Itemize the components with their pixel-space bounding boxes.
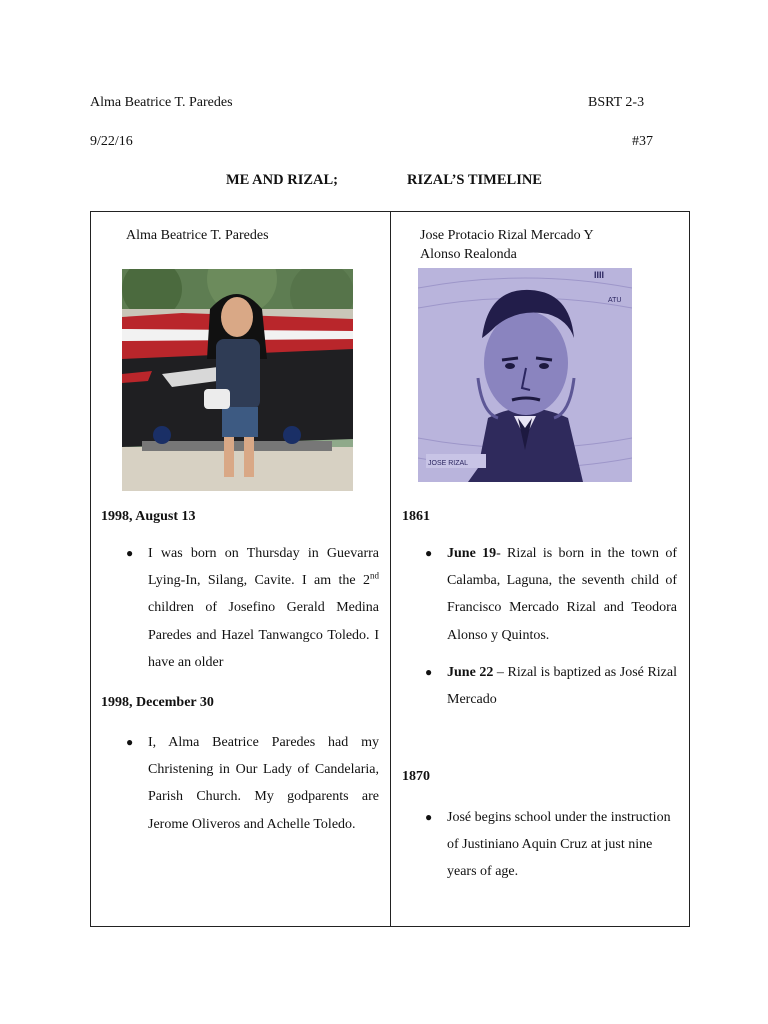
- student-number: #37: [632, 134, 653, 149]
- event-date: June 19: [447, 546, 497, 561]
- comparison-table: [90, 211, 690, 927]
- left-entry-1-date: 1998, August 13: [101, 509, 196, 524]
- right-year-1870: 1870: [402, 769, 430, 784]
- left-column: [91, 212, 390, 926]
- right-1870-list: [425, 804, 677, 886]
- event-text: – Rizal is baptized as José Rizal Mercado: [447, 664, 677, 708]
- entry-text-part1: I was born on Thursday in Guevarra Lying-In, Silang, Cavite. I am the 2: [148, 546, 379, 589]
- date: 9/22/16: [90, 134, 133, 149]
- bullet-icon: ●: [126, 735, 134, 749]
- right-1861-list: [425, 540, 677, 713]
- list-item: [126, 729, 379, 838]
- list-item: [425, 659, 677, 713]
- banknote-portrait: [418, 268, 632, 482]
- right-name-line-2: Alonso Realonda: [420, 247, 517, 262]
- student-name: Alma Beatrice T. Paredes: [90, 95, 233, 110]
- portrait-photo: [122, 269, 353, 491]
- bullet-icon: ●: [425, 810, 433, 824]
- svg-text:IIII: IIII: [594, 270, 605, 280]
- title-left: ME AND RIZAL;: [226, 172, 338, 188]
- right-year-1861: 1861: [402, 509, 430, 524]
- event-date: June 22: [447, 664, 494, 680]
- banknote-label: JOSE RIZAL: [428, 460, 469, 467]
- right-person-name: [420, 226, 594, 264]
- list-item: [425, 540, 677, 649]
- title-right: RIZAL’S TIMELINE: [407, 172, 542, 188]
- left-entry-2-date: 1998, December 30: [101, 695, 214, 710]
- bullet-icon: ●: [126, 546, 134, 560]
- event-text: José begins school under the instruction of Justiniano Aquin Cruz at just nine years of age.: [447, 810, 671, 880]
- ordinal-suffix: nd: [370, 570, 379, 581]
- right-name-line-1: Jose Protacio Rizal Mercado Y: [420, 228, 594, 243]
- list-item: [126, 540, 379, 676]
- left-entry-1-list: [126, 540, 379, 676]
- event-text: - Rizal is born in the town of Calamba, Laguna, the seventh child of Francisco Mercado Rizal and Teodora Alonso y Quintos.: [447, 546, 677, 643]
- left-entry-2-list: [126, 729, 379, 838]
- bullet-icon: ●: [425, 664, 433, 679]
- left-person-name: Alma Beatrice T. Paredes: [126, 228, 269, 243]
- right-column: [391, 212, 689, 926]
- class-section: BSRT 2-3: [588, 95, 645, 110]
- banknote-corner: ATU: [608, 297, 622, 304]
- entry-text: I, Alma Beatrice Paredes had my Christening in Our Lady of Candelaria, Parish Church. My godparents are Jerome Oliveros and Achelle Toledo.: [148, 735, 379, 832]
- list-item: [425, 804, 677, 886]
- entry-text-part2: children of Josefino Gerald Medina Paredes and Hazel Tanwangco Toledo. I have an older: [148, 600, 379, 670]
- bullet-icon: ●: [425, 546, 433, 560]
